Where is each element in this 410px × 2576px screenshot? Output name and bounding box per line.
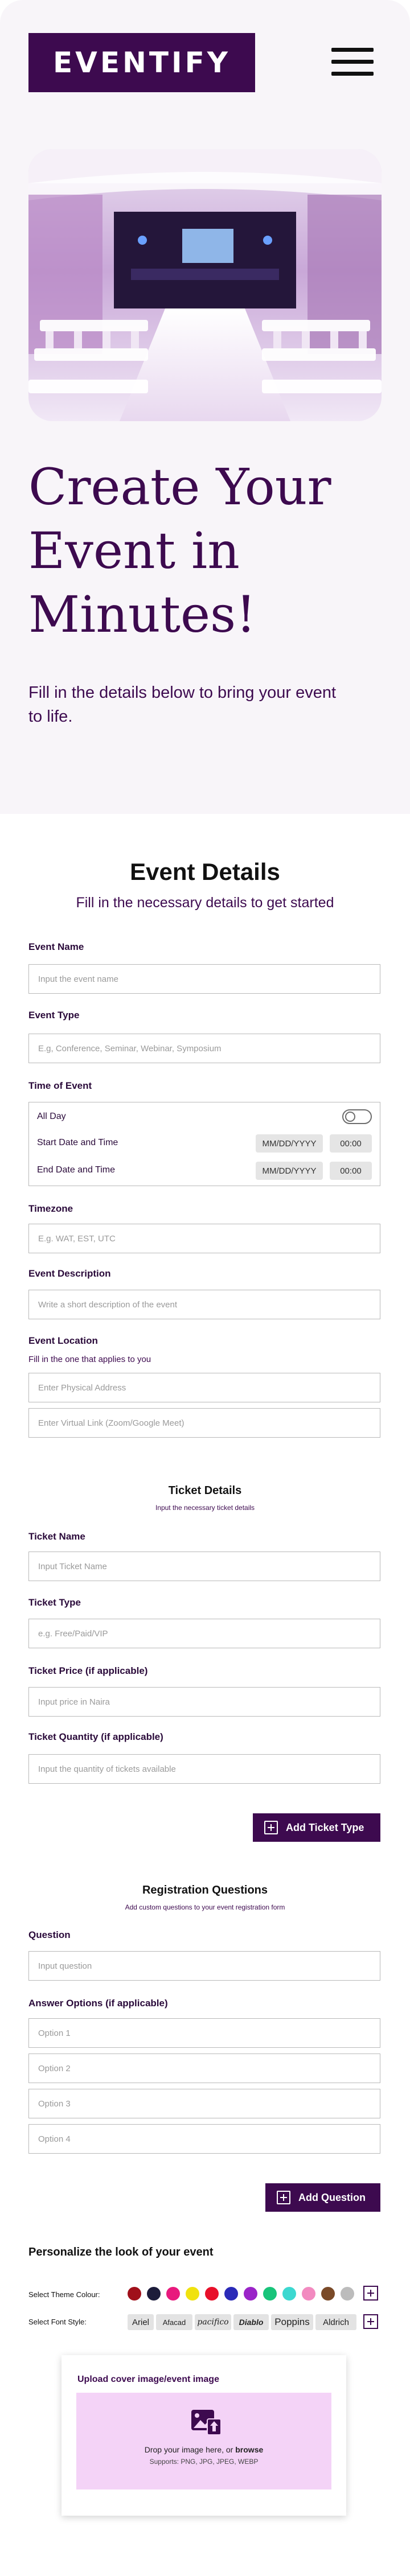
colour-swatch-pink[interactable] (166, 2287, 180, 2301)
font-option-poppins[interactable]: Poppins (271, 2314, 313, 2330)
colour-swatch-purple[interactable] (244, 2287, 257, 2301)
end-date-picker[interactable]: MM/DD/YYYY (256, 1162, 323, 1180)
end-date-label: End Date and Time (37, 1165, 115, 1175)
ticket-price-input[interactable]: Input price in Naira (28, 1687, 380, 1717)
drop-prompt: Drop your image here, or browse (144, 2445, 264, 2454)
event-description-label: Event Description (28, 1268, 111, 1279)
font-option-aldrich[interactable]: Aldrich (315, 2314, 356, 2330)
time-of-event-label: Time of Event (28, 1080, 92, 1091)
theme-colour-label: Select Theme Colour: (28, 2290, 100, 2299)
event-location-label: Event Location (28, 1335, 98, 1346)
logo-text: EVENTIFY (53, 46, 231, 79)
plus-icon (277, 2191, 290, 2204)
supported-formats: Supports: PNG, JPG, JPEG, WEBP (149, 2458, 259, 2466)
colour-swatch-yellow[interactable] (186, 2287, 199, 2301)
image-dropzone[interactable] (76, 2393, 331, 2489)
colour-swatch-grey[interactable] (341, 2287, 354, 2301)
event-name-input[interactable]: Input the event name (28, 964, 380, 994)
add-ticket-type-button[interactable] (253, 1813, 380, 1842)
upload-title: Upload cover image/event image (77, 2375, 219, 2384)
option-1-input[interactable]: Option 1 (28, 2018, 380, 2048)
ticket-price-label: Ticket Price (if applicable) (28, 1665, 148, 1676)
all-day-label: All Day (37, 1112, 66, 1121)
colour-swatch-blue[interactable] (224, 2287, 238, 2301)
add-question-label: Add Question (298, 2191, 366, 2203)
font-option-ariel[interactable]: Ariel (128, 2314, 154, 2330)
font-option-pacifico[interactable]: pacifico (195, 2314, 231, 2330)
option-4-input[interactable]: Option 4 (28, 2124, 380, 2154)
font-option-diablo[interactable]: Diablo (233, 2314, 269, 2330)
ticket-type-input[interactable]: e.g. Free/Paid/VIP (28, 1619, 380, 1648)
ticket-name-input[interactable]: Input Ticket Name (28, 1552, 380, 1581)
colour-swatch-red[interactable] (128, 2287, 141, 2301)
time-of-event-box (28, 1102, 380, 1186)
ticket-details-subtitle: Input the necessary ticket details (155, 1504, 255, 1512)
question-label: Question (28, 1929, 71, 1940)
ticket-details-title: Ticket Details (168, 1484, 242, 1497)
colour-swatch-scarlet[interactable] (205, 2287, 219, 2301)
colour-swatch-navy[interactable] (147, 2287, 161, 2301)
personalize-title: Personalize the look of your event (28, 2246, 214, 2258)
event-details-title: Event Details (130, 858, 280, 885)
colour-swatch-cyan[interactable] (282, 2287, 296, 2301)
plus-icon (264, 1821, 278, 1834)
option-3-input[interactable]: Option 3 (28, 2089, 380, 2118)
event-name-label: Event Name (28, 941, 84, 952)
add-ticket-type-label: Add Ticket Type (286, 1821, 364, 1833)
image-upload-icon (190, 2408, 222, 2436)
event-type-label: Event Type (28, 1010, 80, 1020)
hamburger-menu-icon[interactable] (331, 48, 374, 76)
font-option-afacad[interactable]: Afacad (156, 2314, 192, 2330)
ticket-name-label: Ticket Name (28, 1531, 85, 1542)
event-details-subtitle: Fill in the necessary details to get started (76, 895, 334, 911)
event-type-input[interactable]: E.g, Conference, Seminar, Webinar, Symposium (28, 1034, 380, 1063)
option-2-input[interactable]: Option 2 (28, 2054, 380, 2083)
event-location-hint: Fill in the one that applies to you (28, 1355, 151, 1364)
registration-title: Registration Questions (142, 1884, 268, 1896)
logo[interactable] (28, 33, 255, 92)
ticket-quantity-label: Ticket Quantity (if applicable) (28, 1731, 163, 1742)
ticket-quantity-input[interactable]: Input the quantity of tickets available (28, 1754, 380, 1784)
colour-swatch-brown[interactable] (321, 2287, 335, 2301)
timezone-label: Timezone (28, 1203, 73, 1214)
end-time-picker[interactable]: 00:00 (330, 1162, 372, 1180)
ticket-type-label: Ticket Type (28, 1597, 81, 1608)
browse-link[interactable]: browse (235, 2445, 264, 2454)
registration-subtitle: Add custom questions to your event registration form (125, 1903, 285, 1911)
timezone-input[interactable]: E.g. WAT, EST, UTC (28, 1224, 380, 1253)
add-question-button[interactable] (265, 2183, 380, 2212)
hero-section (0, 0, 410, 814)
start-date-label: Start Date and Time (37, 1138, 118, 1147)
physical-address-input[interactable]: Enter Physical Address (28, 1373, 380, 1402)
colour-swatch-green[interactable] (263, 2287, 277, 2301)
answer-options-label: Answer Options (if applicable) (28, 1998, 168, 2009)
colour-swatch-light-pink[interactable] (302, 2287, 315, 2301)
hero-image (28, 149, 382, 421)
start-time-picker[interactable]: 00:00 (330, 1134, 372, 1153)
start-date-picker[interactable]: MM/DD/YYYY (256, 1134, 323, 1153)
hero-headline: Create Your Event in Minutes! (28, 458, 331, 644)
add-colour-icon[interactable] (363, 2286, 378, 2301)
font-style-label: Select Font Style: (28, 2318, 87, 2326)
virtual-link-input[interactable]: Enter Virtual Link (Zoom/Google Meet) (28, 1408, 380, 1438)
hero-subline: Fill in the details below to bring your event to life. (28, 684, 337, 726)
event-description-input[interactable]: Write a short description of the event (28, 1290, 380, 1319)
all-day-toggle[interactable] (342, 1109, 372, 1124)
upload-card (62, 2355, 346, 2516)
add-font-icon[interactable] (363, 2314, 378, 2329)
question-input[interactable]: Input question (28, 1951, 380, 1981)
